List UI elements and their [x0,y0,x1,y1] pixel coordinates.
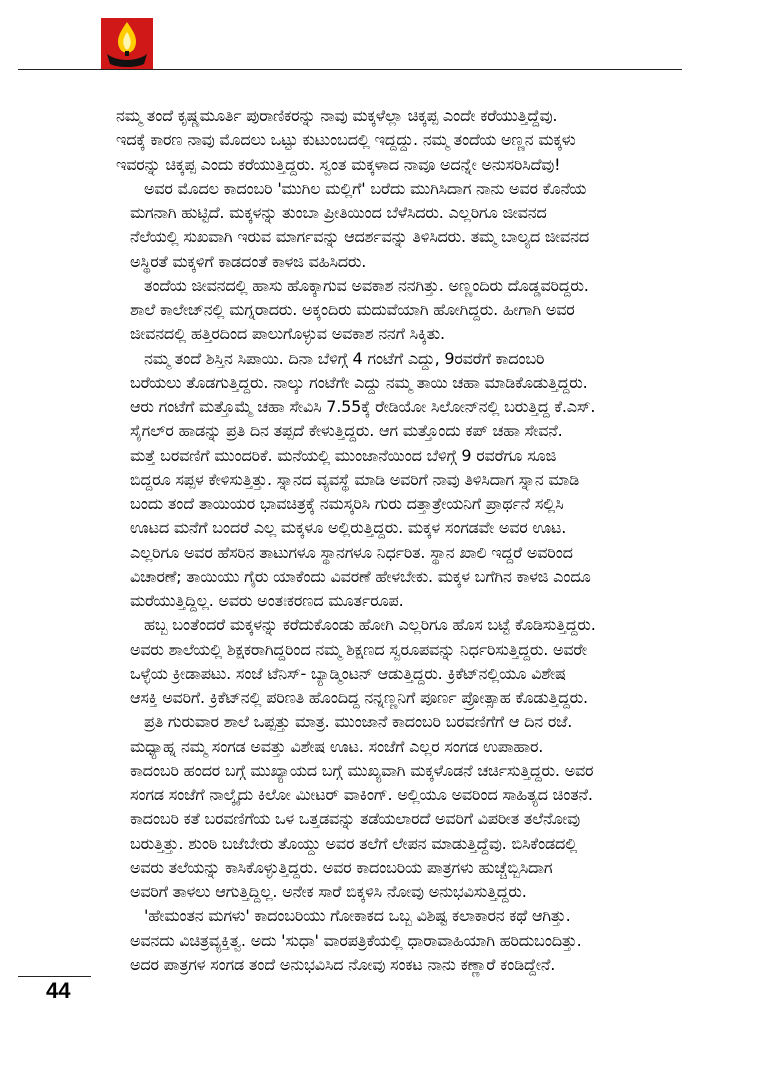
text-line: ಸಂಗಡ ಸಂಜೆಗೆ ನಾಲ್ಕೈದು ಕಿಲೋ ಮೀಟರ್ ವಾಕಿಂಗ್. ಅಲ್ಲಿಯೂ ಅವರಿಂದ ಸಾಹಿತ್ಯದ ಚಿಂತನೆ. [130,785,593,804]
text-line: ಇವರನ್ನು ಚಿಕ್ಕಪ್ಪ ಎಂದು ಕರೆಯುತ್ತಿದ್ದರು. ಸ್ವಂತ ಮಕ್ಕಳಾದ ನಾವೂ ಅದನ್ನೇ ಅನುಸರಿಸಿದೆವು! [116,154,561,174]
text-line: ಬರುತ್ತಿತ್ತು. ಶುಂಠಿ ಬಜೆಬೇರು ತೊಯ್ದು ಅವರ ತಲೆಗೆ ಲೇಪನ ಮಾಡುತ್ತಿದ್ದೆವು. ಬಿಸಿಕೆಂಡದಲ್ಲಿ [130,833,578,853]
text-line: ಸೈಗಲ್‌ರ ಹಾಡನ್ನು ಪ್ರತಿ ದಿನ ತಪ್ಪದೆ ಕೇಳುತ್ತಿದ್ದರು. ಆಗ ಮತ್ತೊಂದು ಕಪ್ ಚಹಾ ಸೇವನೆ. [130,421,563,441]
paragraph [116,177,686,274]
text-line: ಎಲ್ಲರಿಗೂ ಅವರ ಹೆಸರಿನ ತಾಟುಗಳೂ ಸ್ಥಾನಗಳೂ ನಿರ್ಧರಿತ. ಸ್ಥಾನ ಖಾಲಿ ಇದ್ದರೆ ಅವರಿಂದ [130,542,573,562]
paragraph [116,904,686,977]
text-line: ಅವರು ತಲೆಯನ್ನು ಕಾಸಿಕೊಳ್ಳುತ್ತಿದ್ದರು. ಅವರ ಕಾದಂಬರಿಯ ಪಾತ್ರಗಳು ಹುಚ್ಚೆಬ್ಬಿಸಿದಾಗ [130,857,553,877]
text-line: ಶಾಲೆ ಕಾಲೇಜ್‌ನಲ್ಲಿ ಮಗ್ನರಾದರು. ಅಕ್ಕಂದಿರು ಮದುವೆಯಾಗಿ ಹೋಗಿದ್ದರು. ಹೀಗಾಗಿ ಅವರ [130,300,575,319]
text-line: ಆರು ಗಂಟೆಗೆ ಮತ್ತೊಮ್ಮೆ ಚಹಾ ಸೇವಿಸಿ 7.55ಕ್ಕೆ ರೇಡಿಯೋ ಸಿಲೋನ್‌ನಲ್ಲಿ ಬರುತ್ತಿದ್ದ ಕೆ.ಎಸ್. [130,397,596,416]
paragraph [116,274,686,347]
text-line: ಅಸ್ಥಿರತೆ ಮಕ್ಕಳಿಗೆ ಕಾಡದಂತೆ ಕಾಳಜಿ ವಹಿಸಿದರು. [130,251,367,271]
text-line: 'ಹೇಮಂತನ ಮಗಳು' ಕಾದಂಬರಿಯು ಗೋಕಾಕದ ಒಬ್ಬ ವಿಶಿಷ್ಟ ಕಲಾಕಾರನ ಕಥೆ ಆಗಿತ್ತು. [144,906,571,926]
text-line: ಅದರ ಪಾತ್ರಗಳ ಸಂಗಡ ತಂದೆ ಅನುಭವಿಸಿದ ನೋವು ಸಂಕಟ ನಾನು ಕಣ್ಣಾರೆ ಕಂಡಿದ್ದೇನೆ. [130,954,556,974]
text-line: ಅವರಿಗೆ ತಾಳಲು ಆಗುತ್ತಿದ್ದಿಲ್ಲ. ಅನೇಕ ಸಾರೆ ಬಿಕ್ಕಳಿಸಿ ನೋವು ಅನುಭವಿಸುತ್ತಿದ್ದರು. [130,882,527,901]
text-line: ಅವನದು ವಿಚಿತ್ರವ್ಯಕ್ತಿತ್ವ. ಅದು 'ಸುಧಾ' ವಾರಪತ್ರಿಕೆಯಲ್ಲಿ ಧಾರಾವಾಹಿಯಾಗಿ ಹರಿದುಬಂದಿತ್ತು. [130,930,582,950]
oil-lamp-icon [101,18,153,70]
text-line: ಕಾದಂಬರಿ ಹಂದರ ಬಗ್ಗೆ ಮುಖ್ಯಾಯದ ಬಗ್ಗೆ ಮುಖ್ಯವಾಗಿ ಮಕ್ಕಳೊಡನೆ ಚರ್ಚಿಸುತ್ತಿದ್ದರು. ಅವರ [130,760,594,780]
text-line: ಅವರು ಶಾಲೆಯಲ್ಲಿ ಶಿಕ್ಷಕರಾಗಿದ್ದರಿಂದ ನಮ್ಮ ಶಿಕ್ಷಣದ ಸ್ವರೂಪವನ್ನು ನಿರ್ಧರಿಸುತ್ತಿದ್ದರು. ಅವರೇ [130,639,587,659]
paragraph [116,104,686,177]
text-line: ಮತ್ತೆ ಬರವಣಿಗೆ ಮುಂದರಿಕೆ. ಮನೆಯಲ್ಲಿ ಮುಂಜಾನೆಯಿಂದ ಬೆಳಿಗ್ಗೆ 9 ರವರೆಗೂ ಸೂಜಿ [130,445,557,465]
text-line: ಬಂದು ತಂದೆ ತಾಯಿಯರ ಭಾವಚಿತ್ರಕ್ಕೆ ನಮಸ್ಕರಿಸಿ ಗುರು ದತ್ತಾತ್ರೇಯನಿಗೆ ಪ್ರಾರ್ಥನೆ ಸಲ್ಲಿಸಿ [130,494,564,513]
text-line: ಹಬ್ಬ ಬಂತೆಂದರೆ ಮಕ್ಕಳನ್ನು ಕರೆದುಕೊಂಡು ಹೋಗಿ ಎಲ್ಲರಿಗೂ ಹೊಸ ಬಟ್ಟೆ ಕೊಡಿಸುತ್ತಿದ್ದರು. [144,615,596,635]
text-line: ಊಟದ ಮನೆಗೆ ಬಂದರೆ ಎಲ್ಲ ಮಕ್ಕಳೂ ಅಲ್ಲಿರುತ್ತಿದ್ದರು. ಮಕ್ಕಳ ಸಂಗಡವೇ ಅವರ ಊಟ. [130,518,567,538]
page-number: 44 [46,978,71,1003]
paragraph [116,710,686,904]
text-line: ನೆಲೆಯಲ್ಲಿ ಸುಖವಾಗಿ ಇರುವ ಮಾರ್ಗವನ್ನು ಆದರ್ಶವನ್ನು ತಿಳಿಸಿದರು. ತಮ್ಮ ಬಾಲ್ಯದ ಜೀವನದ [130,227,589,247]
text-line: ಮಗನಾಗಿ ಹುಟ್ಟಿದೆ. ಮಕ್ಕಳನ್ನು ತುಂಬಾ ಪ್ರೀತಿಯಿಂದ ಬೆಳೆಸಿದರು. ಎಲ್ಲರಿಗೂ ಜೀವನದ [130,203,547,222]
text-line: ಕಾದಂಬರಿ ಕತೆ ಬರವಣಿಗೆಯ ಒಳ ಒತ್ತಡವನ್ನು ತಡೆಯಲಾರದೆ ಅವರಿಗೆ ವಿಪರೀತ ತಲೆನೋವು [130,809,580,829]
paragraph [116,347,686,614]
text-line: ಜೀವನದಲ್ಲಿ ಹತ್ತಿರದಿಂದ ಪಾಲುಗೊಳ್ಳುವ ಅವಕಾಶ ನನಗೆ ಸಿಕ್ಕಿತು. [130,324,445,344]
text-line: ಅವರ ಮೊದಲ ಕಾದಂಬರಿ 'ಮುಗಿಲ ಮಲ್ಲಿಗೆ' ಬರೆದು ಮುಗಿಸಿದಾಗ ನಾನು ಅವರ ಕೊನೆಯ [144,178,587,198]
article-body [116,104,686,977]
text-line: ಮರೆಯುತ್ತಿದ್ದಿಲ್ಲ. ಅವರು ಅಂತಃಕರಣದ ಮೂರ್ತರೂಪ. [130,591,404,610]
header-rule [18,69,682,70]
footer-rule [18,976,91,977]
text-line: ಆಸಕ್ತಿ ಅವರಿಗೆ. ಕ್ರಿಕೆಟ್‌ನಲ್ಲಿ ಪರಿಣತಿ ಹೊಂದಿದ್ದ ನನ್ನಣ್ಣನಿಗೆ ಪೂರ್ಣ ಪ್ರೋತ್ಸಾಹ ಕೊಡುತ್ತಿದ್ದರು. [130,688,588,707]
text-line: ಒಳ್ಳೆಯ ಕ್ರೀಡಾಪಟು. ಸಂಜೆ ಟೆನಿಸ್- ಬ್ಯಾಡ್ಮಿಂಟನ್ ಆಡುತ್ತಿದ್ದರು. ಕ್ರಿಕೆಟ್‌ನಲ್ಲಿಯೂ ವಿಶೇಷ [130,663,566,683]
text-line: ಮಧ್ಯಾಹ್ನ ನಮ್ಮ ಸಂಗಡ ಅವತ್ತು ವಿಶೇಷ ಊಟ. ಸಂಜೆಗೆ ಎಲ್ಲರ ಸಂಗಡ ಉಪಾಹಾರ. [130,736,544,756]
text-line: ನಮ್ಮ ತಂದೆ ಕೃಷ್ಣಮೂರ್ತಿ ಪುರಾಣಿಕರನ್ನು ನಾವು ಮಕ್ಕಳೆಲ್ಲಾ ಚಿಕ್ಕಪ್ಪ ಎಂದೇ ಕರೆಯುತ್ತಿದ್ದೆವು. [116,106,558,125]
text-line: ವಿಚಾರಣೆ; ತಾಯಿಯು ಗೈರು ಯಾಕೆಂದು ವಿವರಣೆ ಹೇಳಬೇಕು. ಮಕ್ಕಳ ಬಗೆಗಿನ ಕಾಳಜಿ ಎಂದೂ [130,566,591,586]
text-line: ಇದಕ್ಕೆ ಕಾರಣ ನಾವು ಮೊದಲು ಒಟ್ಟು ಕುಟುಂಬದಲ್ಲಿ ಇದ್ದದ್ದು. ನಮ್ಮ ತಂದೆಯ ಅಣ್ಣನ ಮಕ್ಕಳು [116,130,576,150]
text-line: ನಮ್ಮ ತಂದೆ ಶಿಸ್ತಿನ ಸಿಪಾಯಿ. ದಿನಾ ಬೆಳಿಗ್ಗೆ 4 ಗಂಟೆಗೆ ಎದ್ದು, 9ರವರೆಗೆ ಕಾದಂಬರಿ [144,348,545,368]
oil-lamp-logo [101,18,153,70]
text-line: ಬಿದ್ದರೂ ಸಪ್ಪಳ ಕೇಳಿಸುತ್ತಿತ್ತು. ಸ್ನಾನದ ವ್ಯವಸ್ಥೆ ಮಾಡಿ ಅವರಿಗೆ ನಾವು ತಿಳಿಸಿದಾಗ ಸ್ನಾನ ಮಾಡಿ [130,469,579,489]
paragraph [116,613,686,710]
text-line: ತಂದೆಯ ಜೀವನದಲ್ಲಿ ಹಾಸು ಹೊಕ್ಕಾಗುವ ಅವಕಾಶ ನನಗಿತ್ತು. ಅಣ್ಣಂದಿರು ದೊಡ್ಡವರಿದ್ದರು. [144,275,589,295]
text-line: ಬರೆಯಲು ತೊಡಗುತ್ತಿದ್ದರು. ನಾಲ್ಕು ಗಂಟೆಗೇ ಎದ್ದು ನಮ್ಮ ತಾಯಿ ಚಹಾ ಮಾಡಿಕೊಡುತ್ತಿದ್ದರು. [130,372,588,392]
text-line: ಪ್ರತಿ ಗುರುವಾರ ಶಾಲೆ ಒಪ್ಪತ್ತು ಮಾತ್ರ. ಮುಂಜಾನೆ ಕಾದಂಬರಿ ಬರವಣಿಗೆಗೆ ಆ ದಿನ ರಜೆ. [144,712,573,732]
